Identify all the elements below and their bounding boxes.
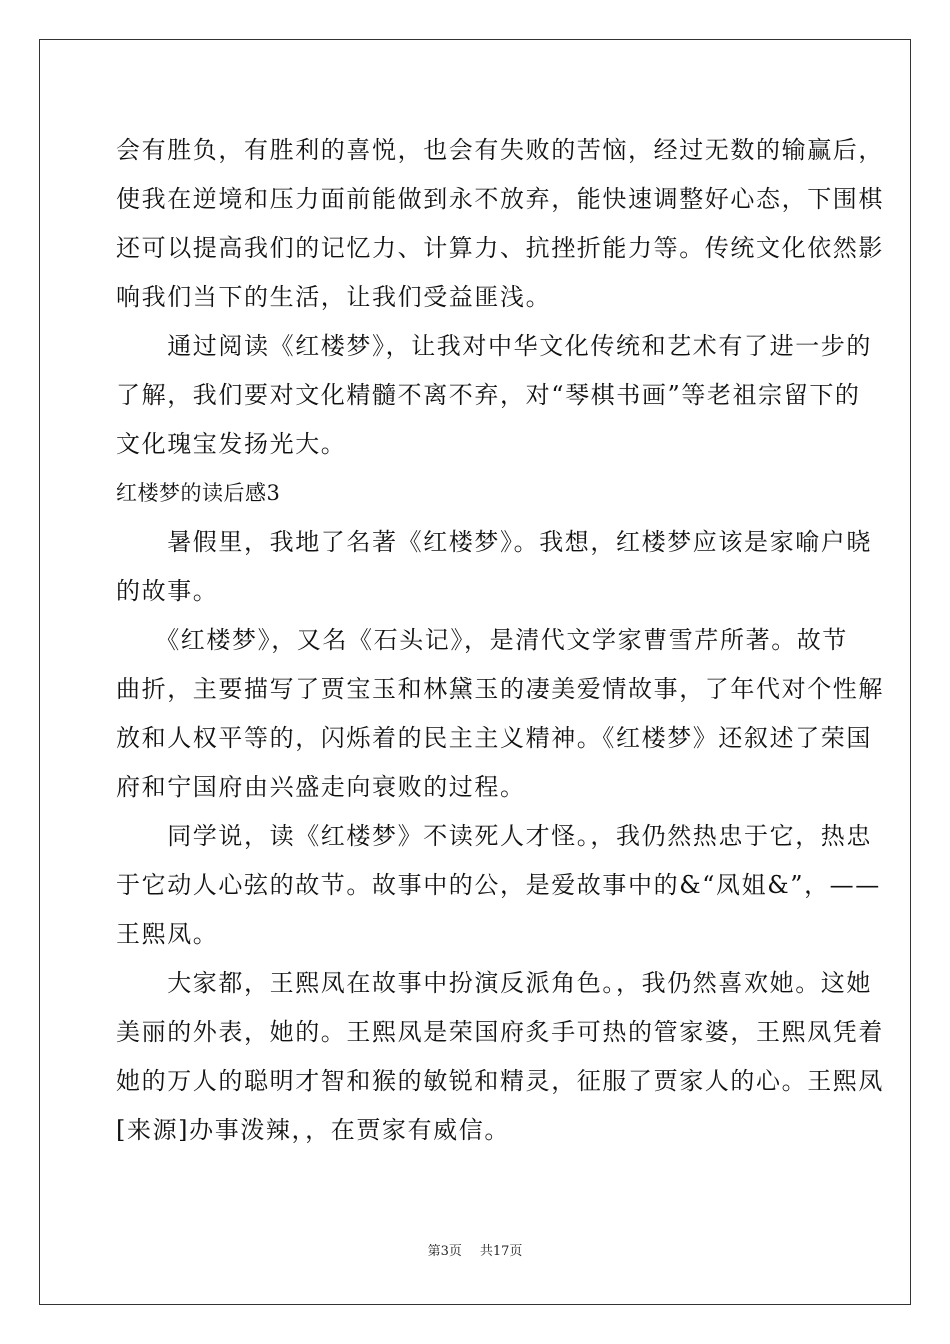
text-line: 使我在逆境和压力面前能做到永不放弃，能快速调整好心态，下围棋: [116, 185, 884, 213]
text-line: 了解，我们要对文化精髓不离不弃，对“琴棋书画”等老祖宗留下的: [116, 381, 861, 409]
text-line: 暑假里，我地了名著《红楼梦》。我想，红楼梦应该是家喻户晓: [116, 528, 872, 556]
text-line: 还可以提高我们的记忆力、计算力、抗挫折能力等。传统文化依然影: [116, 234, 884, 262]
text-line: 于它动人心弦的故节。故事中的公，是爱故事中的&“凤姐&”，——: [116, 871, 881, 899]
text-line: 通过阅读《红楼梦》，让我对中华文化传统和艺术有了进一步的: [116, 332, 872, 360]
text-line: 同学说，读《红楼梦》不读死人才怪。，我仍然热忠于它，热忠: [116, 822, 872, 850]
text-line: [来源]办事泼辣，，在贾家有威信。: [116, 1116, 510, 1144]
text-line: 曲折，主要描写了贾宝玉和林黛玉的凄美爱情故事，了年代对个性解: [116, 675, 884, 703]
text-line: 放和人权平等的，闪烁着的民主主义精神。《红楼梦》还叙述了荣国: [116, 724, 872, 752]
text-line: 的故事。: [116, 577, 219, 605]
text-line: 《红楼梦》，又名《石头记》，是清代文学家曹雪芹所著。故节: [116, 626, 848, 654]
page-number: 第3页: [427, 1244, 462, 1259]
text-line: 王熙凤。: [116, 920, 219, 948]
text-line: 她的万人的聪明才智和猴的敏锐和精灵，征服了贾家人的心。王熙凤: [116, 1067, 884, 1095]
text-line: 文化瑰宝发扬光大。: [116, 430, 347, 458]
page-total: 共17页: [479, 1244, 523, 1259]
section-heading: 红楼梦的读后感3: [116, 481, 281, 505]
text-line: 响我们当下的生活，让我们受益匪浅。: [116, 283, 552, 311]
text-line: 美丽的外表，她的。王熙凤是荣国府炙手可热的管家婆，王熙凤凭着: [116, 1018, 884, 1046]
document-body: [116, 126, 884, 1155]
text-line: 大家都，王熙凤在故事中扮演反派角色。，我仍然喜欢她。这她: [116, 969, 872, 997]
text-line: 会有胜负，有胜利的喜悦，也会有失败的苦恼，经过无数的输赢后，: [116, 136, 884, 164]
page-footer: [0, 1242, 950, 1262]
text-line: 府和宁国府由兴盛走向衰败的过程。: [116, 773, 526, 801]
